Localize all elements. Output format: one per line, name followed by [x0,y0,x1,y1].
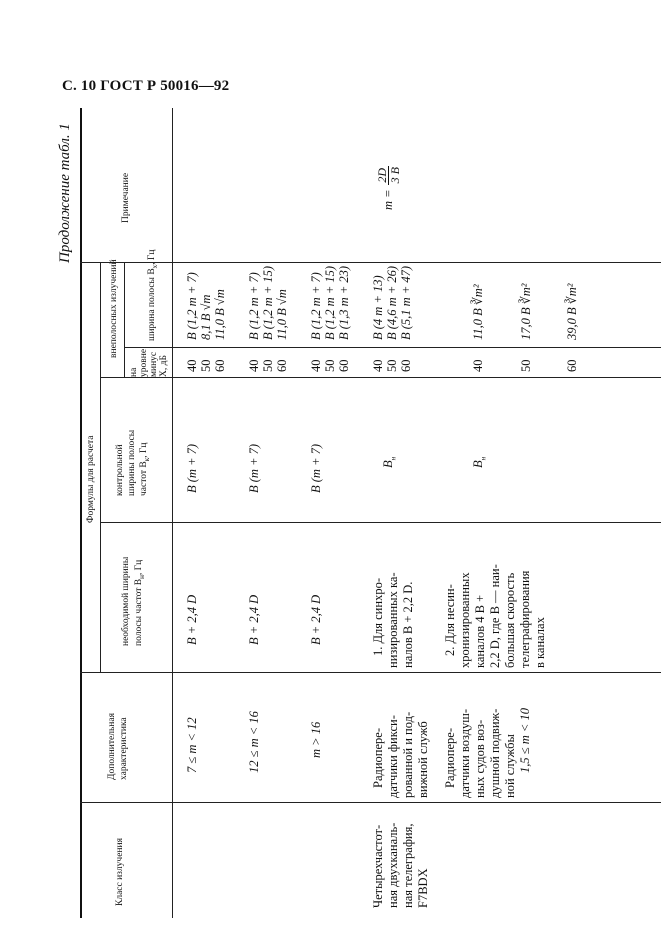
sub2-nec-5: большая скорость [503,572,517,668]
row3-level-3: 60 [337,359,351,372]
sub2-add-3: ных судов воз- [473,719,487,798]
hdr-level-2: уровне [139,348,149,377]
row1-level-2: 50 [199,359,213,372]
row1-ctrl: B (m + 7) [185,443,199,493]
hdr-additional-2: характеристика [119,717,129,780]
hdr-outband: внеполосных излучений [109,259,119,358]
sub2-bw-1: 11,0 B ∛m² [471,284,485,340]
col-div-1 [80,802,661,803]
hdr-necessary-2: полосы частот $B_н$, Гц [134,559,146,646]
hdr-level-4: X, дБ [159,355,169,377]
sub1-add-4: вижной служб [416,721,430,798]
rotated-table [57,98,661,918]
note-formula [376,165,401,210]
sub2-nec-3: каналов 4 B + [473,594,487,668]
row3-level-2: 50 [323,359,337,372]
row2-ctrl: B (m + 7) [247,443,261,493]
row2-add: 12 ≤ m < 16 [247,711,261,773]
sub2-ctrl: $B_н$ [471,456,488,468]
level-div [124,347,661,348]
sub1-bw-3: B (5,1 m + 47) [399,265,413,340]
row1-level-3: 60 [213,359,227,372]
sub2-nec-2: хронизированных [458,572,472,668]
sub1-nec-3: налов B + 2,2 D. [401,581,415,668]
row3-bw-1: B (1,2 m + 7) [309,272,323,340]
row1-nec: B + 2,4 D [185,594,199,645]
hdr-formulas: Формулы для расчета [86,435,96,523]
continuation-label: Продолжение табл. 1 [57,123,73,263]
sub2-add-1: Радиопере- [443,728,457,788]
group-class-1: Четырехчастот- [371,824,385,908]
row3-ctrl: B (m + 7) [309,443,323,493]
sub1-ctrl: $B_н$ [381,456,398,468]
outband-rule [124,263,125,378]
sub2-add-5: ной службы [503,734,517,798]
top-rule [80,108,82,918]
group-class-2: ная двухканаль- [386,822,400,908]
row2-level-1: 40 [247,359,261,372]
row2-bw-1: B (1,2 m + 7) [247,272,261,340]
sub2-level-2: 50 [519,359,533,372]
sub2-nec-4: 2,2 D, где B — наи- [488,564,502,668]
col-div-2 [80,672,661,673]
group-class-3: ная телеграфия, [401,823,415,908]
row3-bw-3: B (1,3 m + 23) [337,265,351,340]
sub2-add-4: душной подвиж- [488,708,502,798]
header-bottom-rule [172,108,173,918]
page-header: С. 10 ГОСТ Р 50016—92 [62,78,230,94]
hdr-level-3: минус [149,351,159,377]
hdr-additional-1: Дополнительная [107,713,117,780]
sub1-nec-1: 1. Для синхро- [371,578,385,656]
sub1-add-1: Радиопере- [371,728,385,788]
sub1-level-2: 50 [385,359,399,372]
sub2-nec-1: 2. Для несин- [443,584,457,656]
note-formula-lhs: m = [381,189,396,210]
sub2-add-2: датчики воздуш- [458,708,472,798]
hdr-control-1: контрольной [115,444,125,496]
sub1-level-1: 40 [371,359,385,372]
note-formula-den: 3 B [388,167,402,184]
group-class-4: F7BDX [416,868,430,908]
col-div-5 [80,262,661,263]
sub1-bw-1: B (4 m + 13) [371,275,385,340]
row3-bw-2: B (1,2 m + 15) [323,265,337,340]
sub2-add-6: 1,5 ≤ m < 10 [518,708,532,773]
sub1-level-3: 60 [399,359,413,372]
row1-bw-3: 11,0 B √m [213,289,227,340]
sub2-bw-3: 39,0 B ∛m² [565,283,579,340]
sub2-bw-2: 17,0 B ∛m² [519,283,533,340]
row2-bw-3: 11,0 B √m [275,289,289,340]
col-div-4 [100,377,661,378]
row2-bw-2: B (1,2 m + 15) [261,265,275,340]
sub2-nec-6: телеграфирования [518,570,532,668]
note-formula-fraction [376,165,401,185]
row3-level-1: 40 [309,359,323,372]
sub2-nec-7: в каналах [533,617,547,668]
sub1-add-2: датчики фикси- [386,715,400,798]
row3-nec: B + 2,4 D [309,594,323,645]
hdr-note: Примечание [121,172,131,223]
sub2-level-1: 40 [471,359,485,372]
hdr-bandwidth: ширина полосы $B_x$, Гц [147,249,159,341]
hdr-control-2: ширины полосы [127,429,137,496]
sub1-add-3: рованной и под- [401,711,415,798]
row2-nec: B + 2,4 D [247,594,261,645]
row2-level-2: 50 [261,359,275,372]
row1-bw-2: 8,1 B √m [199,294,213,340]
sub2-level-3: 60 [565,359,579,372]
note-formula-num: 2D [375,167,389,183]
row1-add: 7 ≤ m < 12 [185,717,199,773]
hdr-emission-class: Класс излучения [115,838,125,906]
row2-level-3: 60 [275,359,289,372]
sub1-nec-2: низированных ка- [386,572,400,668]
row1-bw-1: B (1,2 m + 7) [185,272,199,340]
formulas-rule [100,263,101,673]
row3-add: m > 16 [309,721,323,758]
col-div-3 [100,522,661,523]
hdr-control-3: частот $B_к$, Гц [139,442,151,496]
sub1-bw-2: B (4,6 m + 26) [385,265,399,340]
hdr-necessary-1: необходимой ширины [121,556,131,646]
hdr-level-1: на [129,367,139,377]
row1-level-1: 40 [185,359,199,372]
